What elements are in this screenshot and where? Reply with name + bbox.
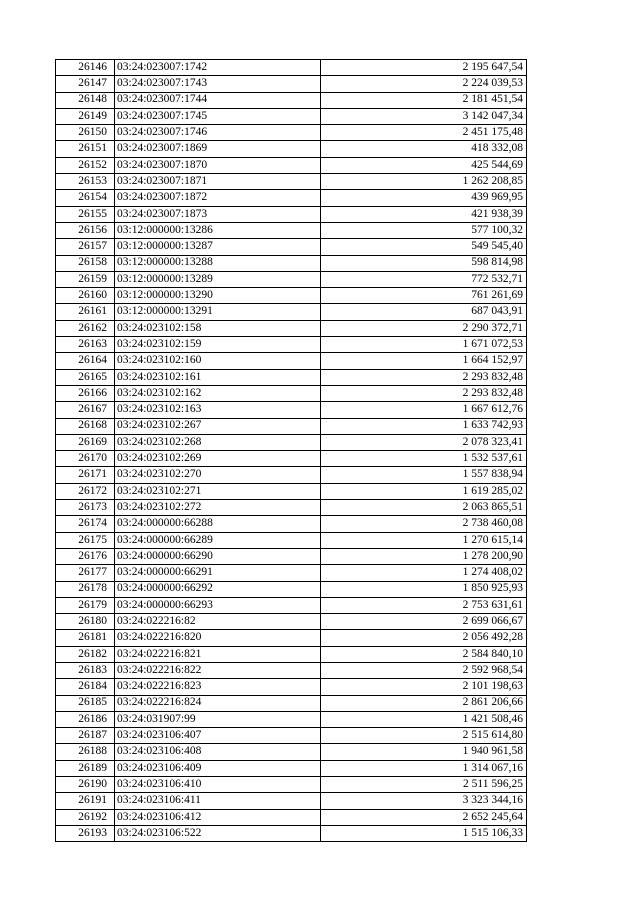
cadastral-value-cell: 772 532,71 bbox=[321, 271, 527, 287]
table-row bbox=[56, 825, 527, 841]
row-number-cell: 26174 bbox=[56, 516, 115, 532]
row-number-cell: 26170 bbox=[56, 451, 115, 467]
table-row bbox=[56, 662, 527, 678]
cadastral-number-cell: 03:24:023106:409 bbox=[115, 760, 321, 776]
table-row bbox=[56, 76, 527, 92]
cadastral-value-cell: 2 290 372,71 bbox=[321, 320, 527, 336]
row-number-cell: 26160 bbox=[56, 288, 115, 304]
cadastral-number-cell: 03:24:000000:66288 bbox=[115, 516, 321, 532]
table-row bbox=[56, 141, 527, 157]
cadastral-value-cell: 421 938,39 bbox=[321, 206, 527, 222]
cadastral-number-cell: 03:24:022216:820 bbox=[115, 630, 321, 646]
cadastral-number-cell: 03:24:023007:1745 bbox=[115, 108, 321, 124]
cadastral-value-cell: 2 652 245,64 bbox=[321, 809, 527, 825]
row-number-cell: 26180 bbox=[56, 614, 115, 630]
cadastral-number-cell: 03:24:023007:1873 bbox=[115, 206, 321, 222]
row-number-cell: 26151 bbox=[56, 141, 115, 157]
table-row bbox=[56, 646, 527, 662]
cadastral-value-cell: 2 293 832,48 bbox=[321, 369, 527, 385]
cadastral-value-cell: 2 181 451,54 bbox=[321, 92, 527, 108]
table-body bbox=[56, 60, 527, 842]
table-row bbox=[56, 353, 527, 369]
cadastral-value-cell: 1 850 925,93 bbox=[321, 581, 527, 597]
cadastral-value-cell: 2 195 647,54 bbox=[321, 60, 527, 76]
cadastral-value-cell: 2 515 614,80 bbox=[321, 728, 527, 744]
cadastral-value-cell: 2 584 840,10 bbox=[321, 646, 527, 662]
table-row bbox=[56, 467, 527, 483]
cadastral-value-cell: 2 056 492,28 bbox=[321, 630, 527, 646]
cadastral-value-cell: 439 969,95 bbox=[321, 190, 527, 206]
table-row bbox=[56, 516, 527, 532]
table-row bbox=[56, 222, 527, 238]
cadastral-value-cell: 577 100,32 bbox=[321, 222, 527, 238]
row-number-cell: 26192 bbox=[56, 809, 115, 825]
cadastral-value-cell: 2 224 039,53 bbox=[321, 76, 527, 92]
cadastral-value-cell: 1 532 537,61 bbox=[321, 451, 527, 467]
cadastral-number-cell: 03:24:000000:66291 bbox=[115, 565, 321, 581]
cadastral-number-cell: 03:12:000000:13286 bbox=[115, 222, 321, 238]
table-row bbox=[56, 679, 527, 695]
cadastral-number-cell: 03:24:022216:82 bbox=[115, 614, 321, 630]
table-row bbox=[56, 157, 527, 173]
cadastral-number-cell: 03:24:023007:1742 bbox=[115, 60, 321, 76]
cadastral-number-cell: 03:24:023102:271 bbox=[115, 483, 321, 499]
cadastral-value-cell: 598 814,98 bbox=[321, 255, 527, 271]
table-row bbox=[56, 809, 527, 825]
cadastral-number-cell: 03:24:023102:163 bbox=[115, 402, 321, 418]
row-number-cell: 26175 bbox=[56, 532, 115, 548]
table-row bbox=[56, 548, 527, 564]
cadastral-value-cell: 1 262 208,85 bbox=[321, 174, 527, 190]
table-row bbox=[56, 793, 527, 809]
cadastral-number-cell: 03:24:023102:160 bbox=[115, 353, 321, 369]
row-number-cell: 26176 bbox=[56, 548, 115, 564]
cadastral-number-cell: 03:24:000000:66289 bbox=[115, 532, 321, 548]
table-row bbox=[56, 744, 527, 760]
table-row bbox=[56, 418, 527, 434]
cadastral-number-cell: 03:24:023007:1871 bbox=[115, 174, 321, 190]
table-row bbox=[56, 728, 527, 744]
table-row bbox=[56, 92, 527, 108]
cadastral-number-cell: 03:12:000000:13291 bbox=[115, 304, 321, 320]
table-row bbox=[56, 760, 527, 776]
row-number-cell: 26190 bbox=[56, 777, 115, 793]
cadastral-number-cell: 03:24:023102:159 bbox=[115, 337, 321, 353]
cadastral-number-cell: 03:24:023007:1872 bbox=[115, 190, 321, 206]
cadastral-value-cell: 418 332,08 bbox=[321, 141, 527, 157]
row-number-cell: 26172 bbox=[56, 483, 115, 499]
cadastral-value-cell: 1 940 961,58 bbox=[321, 744, 527, 760]
row-number-cell: 26153 bbox=[56, 174, 115, 190]
table-row bbox=[56, 711, 527, 727]
cadastral-number-cell: 03:24:023102:161 bbox=[115, 369, 321, 385]
row-number-cell: 26185 bbox=[56, 695, 115, 711]
row-number-cell: 26181 bbox=[56, 630, 115, 646]
cadastral-number-cell: 03:24:023007:1869 bbox=[115, 141, 321, 157]
cadastral-value-table bbox=[55, 59, 527, 842]
cadastral-number-cell: 03:24:023102:269 bbox=[115, 451, 321, 467]
cadastral-number-cell: 03:24:023007:1744 bbox=[115, 92, 321, 108]
row-number-cell: 26179 bbox=[56, 597, 115, 613]
cadastral-number-cell: 03:24:023106:411 bbox=[115, 793, 321, 809]
row-number-cell: 26152 bbox=[56, 157, 115, 173]
cadastral-number-cell: 03:24:000000:66290 bbox=[115, 548, 321, 564]
cadastral-number-cell: 03:24:031907:99 bbox=[115, 711, 321, 727]
row-number-cell: 26156 bbox=[56, 222, 115, 238]
cadastral-number-cell: 03:24:023102:268 bbox=[115, 434, 321, 450]
table-row bbox=[56, 304, 527, 320]
cadastral-number-cell: 03:24:023007:1743 bbox=[115, 76, 321, 92]
cadastral-value-cell: 687 043,91 bbox=[321, 304, 527, 320]
table-row bbox=[56, 565, 527, 581]
cadastral-value-cell: 2 101 198,63 bbox=[321, 679, 527, 695]
row-number-cell: 26148 bbox=[56, 92, 115, 108]
cadastral-number-cell: 03:24:023007:1870 bbox=[115, 157, 321, 173]
row-number-cell: 26186 bbox=[56, 711, 115, 727]
cadastral-value-cell: 2 738 460,08 bbox=[321, 516, 527, 532]
cadastral-value-cell: 1 421 508,46 bbox=[321, 711, 527, 727]
cadastral-number-cell: 03:24:022216:821 bbox=[115, 646, 321, 662]
row-number-cell: 26163 bbox=[56, 337, 115, 353]
table-row bbox=[56, 125, 527, 141]
row-number-cell: 26188 bbox=[56, 744, 115, 760]
row-number-cell: 26146 bbox=[56, 60, 115, 76]
table-row bbox=[56, 483, 527, 499]
row-number-cell: 26191 bbox=[56, 793, 115, 809]
table-row bbox=[56, 451, 527, 467]
row-number-cell: 26178 bbox=[56, 581, 115, 597]
row-number-cell: 26158 bbox=[56, 255, 115, 271]
table-row bbox=[56, 271, 527, 287]
cadastral-value-cell: 1 671 072,53 bbox=[321, 337, 527, 353]
cadastral-number-cell: 03:12:000000:13288 bbox=[115, 255, 321, 271]
table-row bbox=[56, 288, 527, 304]
row-number-cell: 26169 bbox=[56, 434, 115, 450]
cadastral-value-cell: 2 753 631,61 bbox=[321, 597, 527, 613]
row-number-cell: 26182 bbox=[56, 646, 115, 662]
cadastral-value-cell: 425 544,69 bbox=[321, 157, 527, 173]
cadastral-number-cell: 03:24:023106:408 bbox=[115, 744, 321, 760]
cadastral-number-cell: 03:24:022216:823 bbox=[115, 679, 321, 695]
row-number-cell: 26183 bbox=[56, 662, 115, 678]
table-row bbox=[56, 369, 527, 385]
cadastral-number-cell: 03:12:000000:13290 bbox=[115, 288, 321, 304]
row-number-cell: 26165 bbox=[56, 369, 115, 385]
table-row bbox=[56, 385, 527, 401]
cadastral-number-cell: 03:12:000000:13287 bbox=[115, 239, 321, 255]
table-row bbox=[56, 190, 527, 206]
cadastral-value-cell: 3 142 047,34 bbox=[321, 108, 527, 124]
table-row bbox=[56, 239, 527, 255]
table-row bbox=[56, 532, 527, 548]
cadastral-value-cell: 1 270 615,14 bbox=[321, 532, 527, 548]
cadastral-number-cell: 03:24:022216:824 bbox=[115, 695, 321, 711]
cadastral-number-cell: 03:24:023102:272 bbox=[115, 500, 321, 516]
cadastral-value-cell: 2 699 066,67 bbox=[321, 614, 527, 630]
cadastral-value-cell: 1 515 106,33 bbox=[321, 825, 527, 841]
table-row bbox=[56, 174, 527, 190]
row-number-cell: 26187 bbox=[56, 728, 115, 744]
cadastral-number-cell: 03:24:023106:522 bbox=[115, 825, 321, 841]
cadastral-value-cell: 1 633 742,93 bbox=[321, 418, 527, 434]
cadastral-number-cell: 03:24:023102:270 bbox=[115, 467, 321, 483]
cadastral-value-cell: 3 323 344,16 bbox=[321, 793, 527, 809]
table-row bbox=[56, 206, 527, 222]
table-row bbox=[56, 434, 527, 450]
table-row bbox=[56, 500, 527, 516]
cadastral-number-cell: 03:12:000000:13289 bbox=[115, 271, 321, 287]
row-number-cell: 26193 bbox=[56, 825, 115, 841]
cadastral-value-cell: 2 451 175,48 bbox=[321, 125, 527, 141]
cadastral-value-cell: 1 274 408,02 bbox=[321, 565, 527, 581]
row-number-cell: 26171 bbox=[56, 467, 115, 483]
row-number-cell: 26173 bbox=[56, 500, 115, 516]
cadastral-value-cell: 1 667 612,76 bbox=[321, 402, 527, 418]
cadastral-number-cell: 03:24:023106:412 bbox=[115, 809, 321, 825]
row-number-cell: 26166 bbox=[56, 385, 115, 401]
table-row bbox=[56, 614, 527, 630]
cadastral-value-cell: 761 261,69 bbox=[321, 288, 527, 304]
cadastral-value-cell: 2 078 323,41 bbox=[321, 434, 527, 450]
table-row bbox=[56, 597, 527, 613]
row-number-cell: 26164 bbox=[56, 353, 115, 369]
table-row bbox=[56, 777, 527, 793]
cadastral-value-cell: 1 314 067,16 bbox=[321, 760, 527, 776]
cadastral-number-cell: 03:24:023102:162 bbox=[115, 385, 321, 401]
row-number-cell: 26147 bbox=[56, 76, 115, 92]
cadastral-number-cell: 03:24:023102:158 bbox=[115, 320, 321, 336]
cadastral-value-cell: 2 592 968,54 bbox=[321, 662, 527, 678]
table-row bbox=[56, 402, 527, 418]
cadastral-value-cell: 2 861 206,66 bbox=[321, 695, 527, 711]
row-number-cell: 26177 bbox=[56, 565, 115, 581]
table-row bbox=[56, 581, 527, 597]
cadastral-value-cell: 1 557 838,94 bbox=[321, 467, 527, 483]
row-number-cell: 26189 bbox=[56, 760, 115, 776]
table-row bbox=[56, 695, 527, 711]
row-number-cell: 26155 bbox=[56, 206, 115, 222]
row-number-cell: 26167 bbox=[56, 402, 115, 418]
cadastral-number-cell: 03:24:023007:1746 bbox=[115, 125, 321, 141]
row-number-cell: 26184 bbox=[56, 679, 115, 695]
row-number-cell: 26161 bbox=[56, 304, 115, 320]
table-row bbox=[56, 630, 527, 646]
cadastral-value-cell: 549 545,40 bbox=[321, 239, 527, 255]
cadastral-number-cell: 03:24:023106:410 bbox=[115, 777, 321, 793]
row-number-cell: 26149 bbox=[56, 108, 115, 124]
cadastral-value-cell: 1 278 200,90 bbox=[321, 548, 527, 564]
cadastral-number-cell: 03:24:022216:822 bbox=[115, 662, 321, 678]
cadastral-value-cell: 2 511 596,25 bbox=[321, 777, 527, 793]
cadastral-number-cell: 03:24:000000:66293 bbox=[115, 597, 321, 613]
row-number-cell: 26150 bbox=[56, 125, 115, 141]
table-row bbox=[56, 337, 527, 353]
cadastral-value-cell: 2 063 865,51 bbox=[321, 500, 527, 516]
cadastral-value-cell: 1 664 152,97 bbox=[321, 353, 527, 369]
row-number-cell: 26157 bbox=[56, 239, 115, 255]
row-number-cell: 26159 bbox=[56, 271, 115, 287]
row-number-cell: 26154 bbox=[56, 190, 115, 206]
cadastral-number-cell: 03:24:023102:267 bbox=[115, 418, 321, 434]
row-number-cell: 26168 bbox=[56, 418, 115, 434]
table-row bbox=[56, 255, 527, 271]
cadastral-number-cell: 03:24:023106:407 bbox=[115, 728, 321, 744]
cadastral-number-cell: 03:24:000000:66292 bbox=[115, 581, 321, 597]
table-row bbox=[56, 60, 527, 76]
cadastral-value-cell: 2 293 832,48 bbox=[321, 385, 527, 401]
cadastral-value-cell: 1 619 285,02 bbox=[321, 483, 527, 499]
table-row bbox=[56, 108, 527, 124]
table-row bbox=[56, 320, 527, 336]
row-number-cell: 26162 bbox=[56, 320, 115, 336]
